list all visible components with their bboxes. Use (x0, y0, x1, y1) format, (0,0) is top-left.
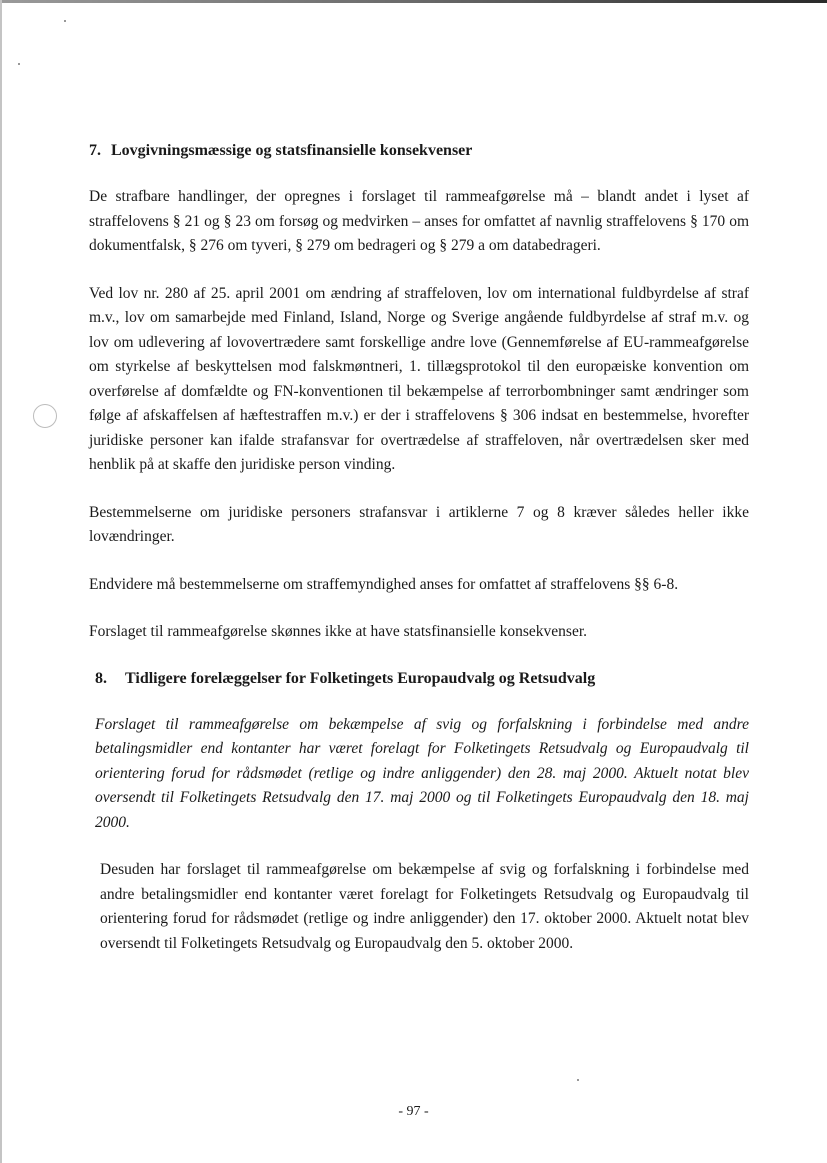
section-7-paragraph-2: Ved lov nr. 280 af 25. april 2001 om ændring af straffeloven, lov om international fuldbyrdelse af straf m.v., lov om samarbejde med Finland, Island, Norge og Sverige angående fuldbyrdelse af straf m.v. og lov om udlevering af lovovertrædere samt forskellige andre love (Gennemførelse af EU-rammeafgørelse om styrkelse af beskyttelsen mod falskmøntneri, 1. tillægsprotokol til den europæiske konvention om overførelse af domfældte og FN-konventionen til bekæmpelse af terrorbombninger samt ændringer som følge af afskaffelsen af hæftestraffen m.v.) er der i straffelovens § 306 indsat en bestemmelse, hvorefter juridiske personer kan ifalde strafansvar for overtrædelse af straffeloven, når overtrædelsen sker med henblik på at skaffe den juridiske person vinding. (89, 284, 749, 473)
scan-speck (18, 63, 20, 65)
document-body (89, 139, 749, 956)
section-7-paragraph-4: Endvidere må bestemmelserne om straffemyndighed anses for omfattet af straffelovens §§ 6-8. (89, 575, 679, 593)
section-7-title: Lovgivningsmæssige og statsfinansielle konsekvenser (111, 142, 473, 159)
section-8-title: Tidligere forelæggelser for Folketingets Europaudvalg og Retsudvalg (125, 669, 596, 687)
scan-top-edge (0, 0, 827, 3)
section-7-paragraph-5: Forslaget til rammeafgørelse skønnes ikke at have statsfinansielle konsekvenser. (89, 623, 588, 640)
section-7-paragraph-1: De strafbare handlinger, der opregnes i forslaget til rammeafgørelse må – blandt andet i lyset af straffelovens § 21 og § 23 om forsøg og medvirken – anses for omfattet af navnlig straffelovens § 170 om dokumentfalsk, § 276 om tyveri, § 279 om bedrageri og § 279 a om databedrageri. (89, 188, 749, 254)
section-7-paragraph-3: Bestemmelserne om juridiske personers strafansvar i artiklerne 7 og 8 kræver således heller ikke lovændringer. (89, 503, 749, 545)
punch-hole-mark (33, 404, 57, 428)
section-8-paragraph-1: Forslaget til rammeafgørelse om bekæmpelse af svig og forfalskning i forbindelse med andre betalingsmidler end kontanter har været forelagt for Folketingets Retsudvalg og Europaudvalg til orientering forud for rådsmødet (retlige og indre anliggender) den 28. maj 2000. Aktuelt notat blev oversendt til Folketingets Retsudvalg den 17. maj 2000 og til Folketingets Europaudvalg den 18. maj 2000. (95, 715, 749, 831)
section-8-paragraph-2: Desuden har forslaget til rammeafgørelse om bekæmpelse af svig og forfalskning i forbindelse med andre betalingsmidler end kontanter været forelagt for Folketingets Retsudvalg og Europaudvalg til orientering forud for rådsmødet (retlige og indre anliggender) den 17. oktober 2000. Aktuelt notat blev oversendt til Folketingets Retsudvalg og Europaudvalg den 5. oktober 2000. (100, 861, 749, 952)
section-7-heading (89, 139, 749, 163)
scan-speck (577, 1079, 579, 1081)
section-7-number: 7. (89, 142, 101, 159)
page-number: - 97 - (398, 1104, 429, 1119)
section-8-number: 8. (95, 669, 107, 687)
scan-speck (64, 20, 66, 22)
section-8-heading (95, 667, 749, 691)
scan-left-edge (0, 0, 2, 1163)
